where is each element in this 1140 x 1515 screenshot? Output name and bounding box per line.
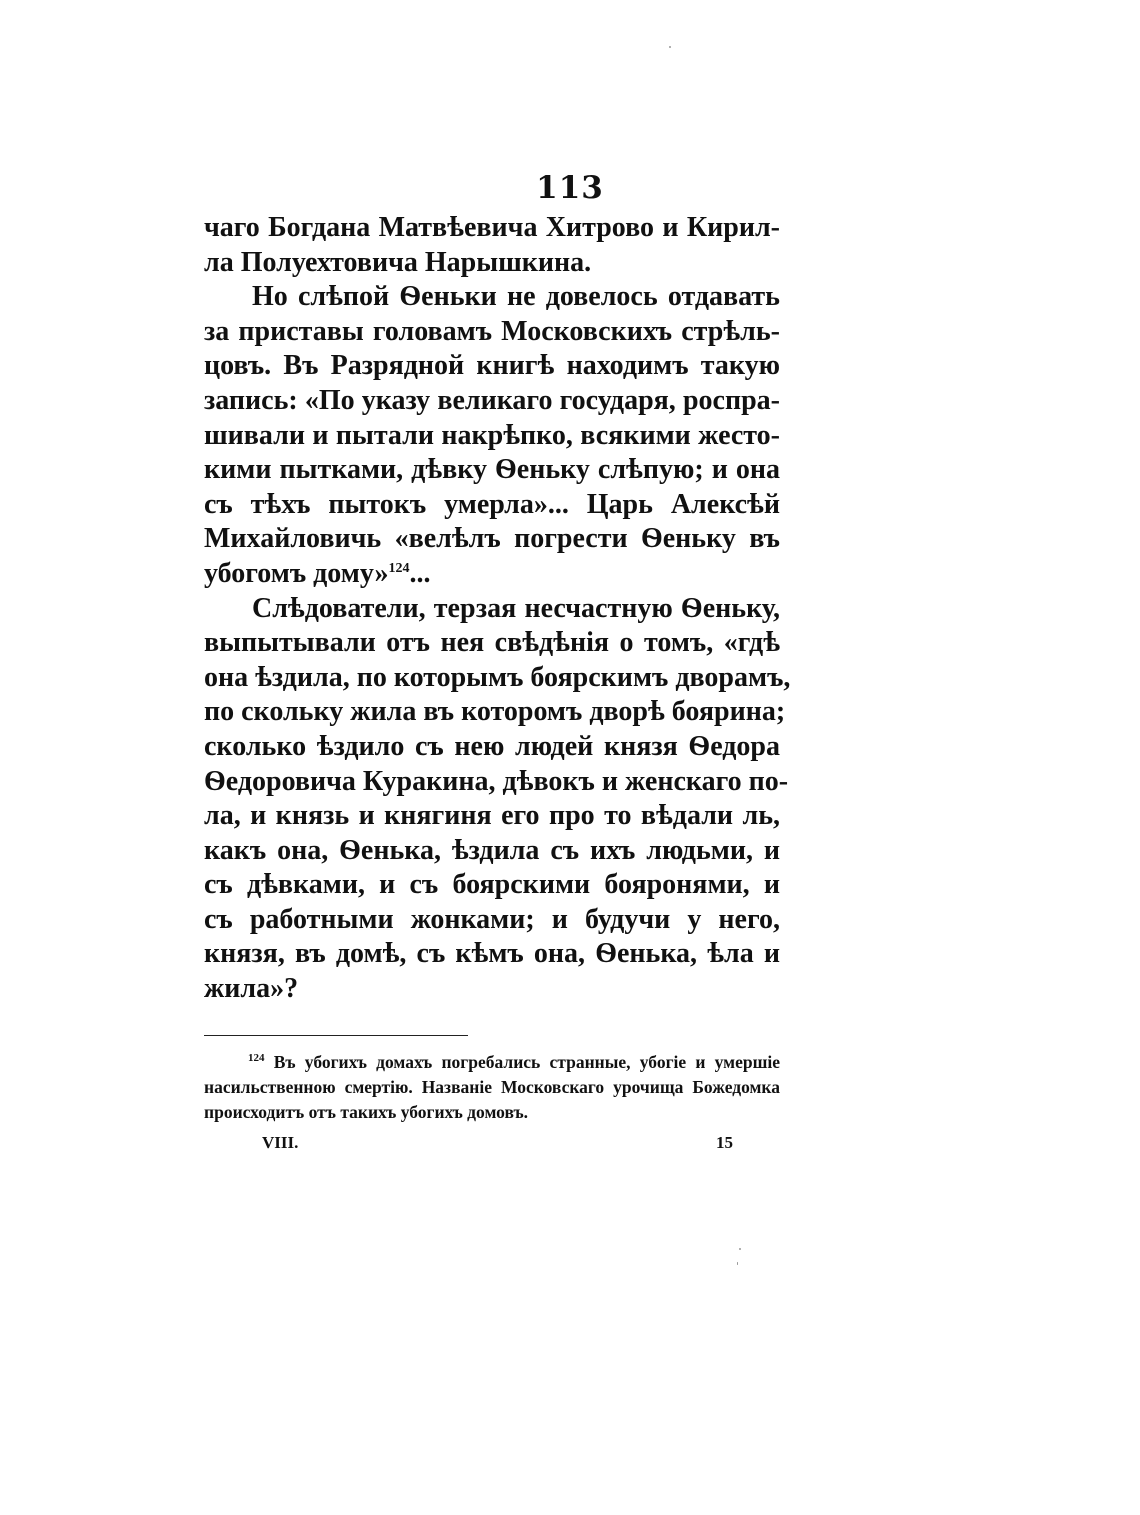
text-line: Ѳедоровича Куракина, дѣвокъ и женскаго по- — [204, 765, 789, 797]
text-line: сколько ѣздило съ нею людей князя Ѳедора — [204, 730, 780, 762]
footnote-ref: 124 — [388, 560, 410, 576]
text-line: ла, и князь и княгиня его про то вѣдали ль, — [204, 800, 780, 832]
paragraph — [204, 280, 780, 591]
text-line: шивали и пытали накрѣпко, всякими жесто- — [204, 419, 780, 451]
text-line: чаго Богдана Матвѣевича Хитрово и Кирил- — [204, 212, 780, 243]
page-number: 113 — [536, 170, 604, 206]
text-line: выпытывали отъ нея свѣдѣнія о томъ, «гдѣ — [204, 627, 780, 659]
text-line: жила»? — [204, 973, 299, 1005]
footnote-line: насильственною смертію. Названіе Московскаго урочища Божедомка — [204, 1077, 780, 1097]
text-line: Михайловичь «велѣлъ погрести Ѳеньку въ — [204, 523, 780, 555]
text-fragment: ... — [409, 557, 431, 589]
signature-volume: VIII. — [262, 1133, 299, 1152]
text-fragment: убогомъ дому» — [204, 557, 389, 589]
footnote-text: Въ убогихъ домахъ погребались странные, убогіе и умершіе — [273, 1052, 781, 1072]
text-line: съ работными жонками; и будучи у него, — [204, 903, 780, 935]
text-line: какъ она, Ѳенька, ѣздила съ ихъ людьми, и — [204, 834, 780, 866]
text-line: князя, въ домѣ, съ кѣмъ она, Ѳенька, ѣла и — [204, 938, 780, 970]
footnote-line: происходитъ отъ такихъ убогихъ домовъ. — [204, 1102, 529, 1122]
text-line: по скольку жила въ которомъ дворѣ боярина; — [204, 696, 786, 728]
main-text — [204, 211, 791, 1007]
footnote-line — [204, 1050, 780, 1075]
footnote-divider — [204, 1035, 468, 1036]
footnote — [204, 1050, 780, 1125]
text-line: запись: «По указу великаго государя, роспра- — [204, 384, 780, 416]
scan-speck — [669, 46, 671, 48]
text-line: за приставы головамъ Московскихъ стрѣль- — [204, 315, 780, 347]
text-line: она ѣздила, по которымъ боярскимъ дворамъ, — [204, 661, 791, 693]
text-line: съ тѣхъ пытокъ умерла»... Царь Алексѣй — [204, 488, 780, 520]
text-line — [204, 557, 780, 592]
text-line: Слѣдователи, терзая несчастную Ѳеньку, — [252, 592, 780, 624]
scan-speck — [737, 1262, 738, 1265]
text-line: съ дѣвками, и съ боярскими бояронями, и — [204, 869, 780, 901]
text-line: кими пытками, дѣвку Ѳеньку слѣпую; и она — [204, 454, 780, 486]
text-line: цовъ. Въ Разрядной книгѣ находимъ такую — [204, 350, 780, 382]
paragraph — [204, 592, 791, 1007]
footnote-number: 124 — [248, 1052, 265, 1064]
text-line: Но слѣпой Ѳеньки не довелось отдавать — [252, 281, 780, 313]
text-line: ла Полуехтовича Нарышкина. — [204, 246, 592, 278]
paragraph — [204, 211, 780, 280]
signature-sheet: 15 — [716, 1133, 733, 1152]
scan-speck — [739, 1248, 741, 1250]
